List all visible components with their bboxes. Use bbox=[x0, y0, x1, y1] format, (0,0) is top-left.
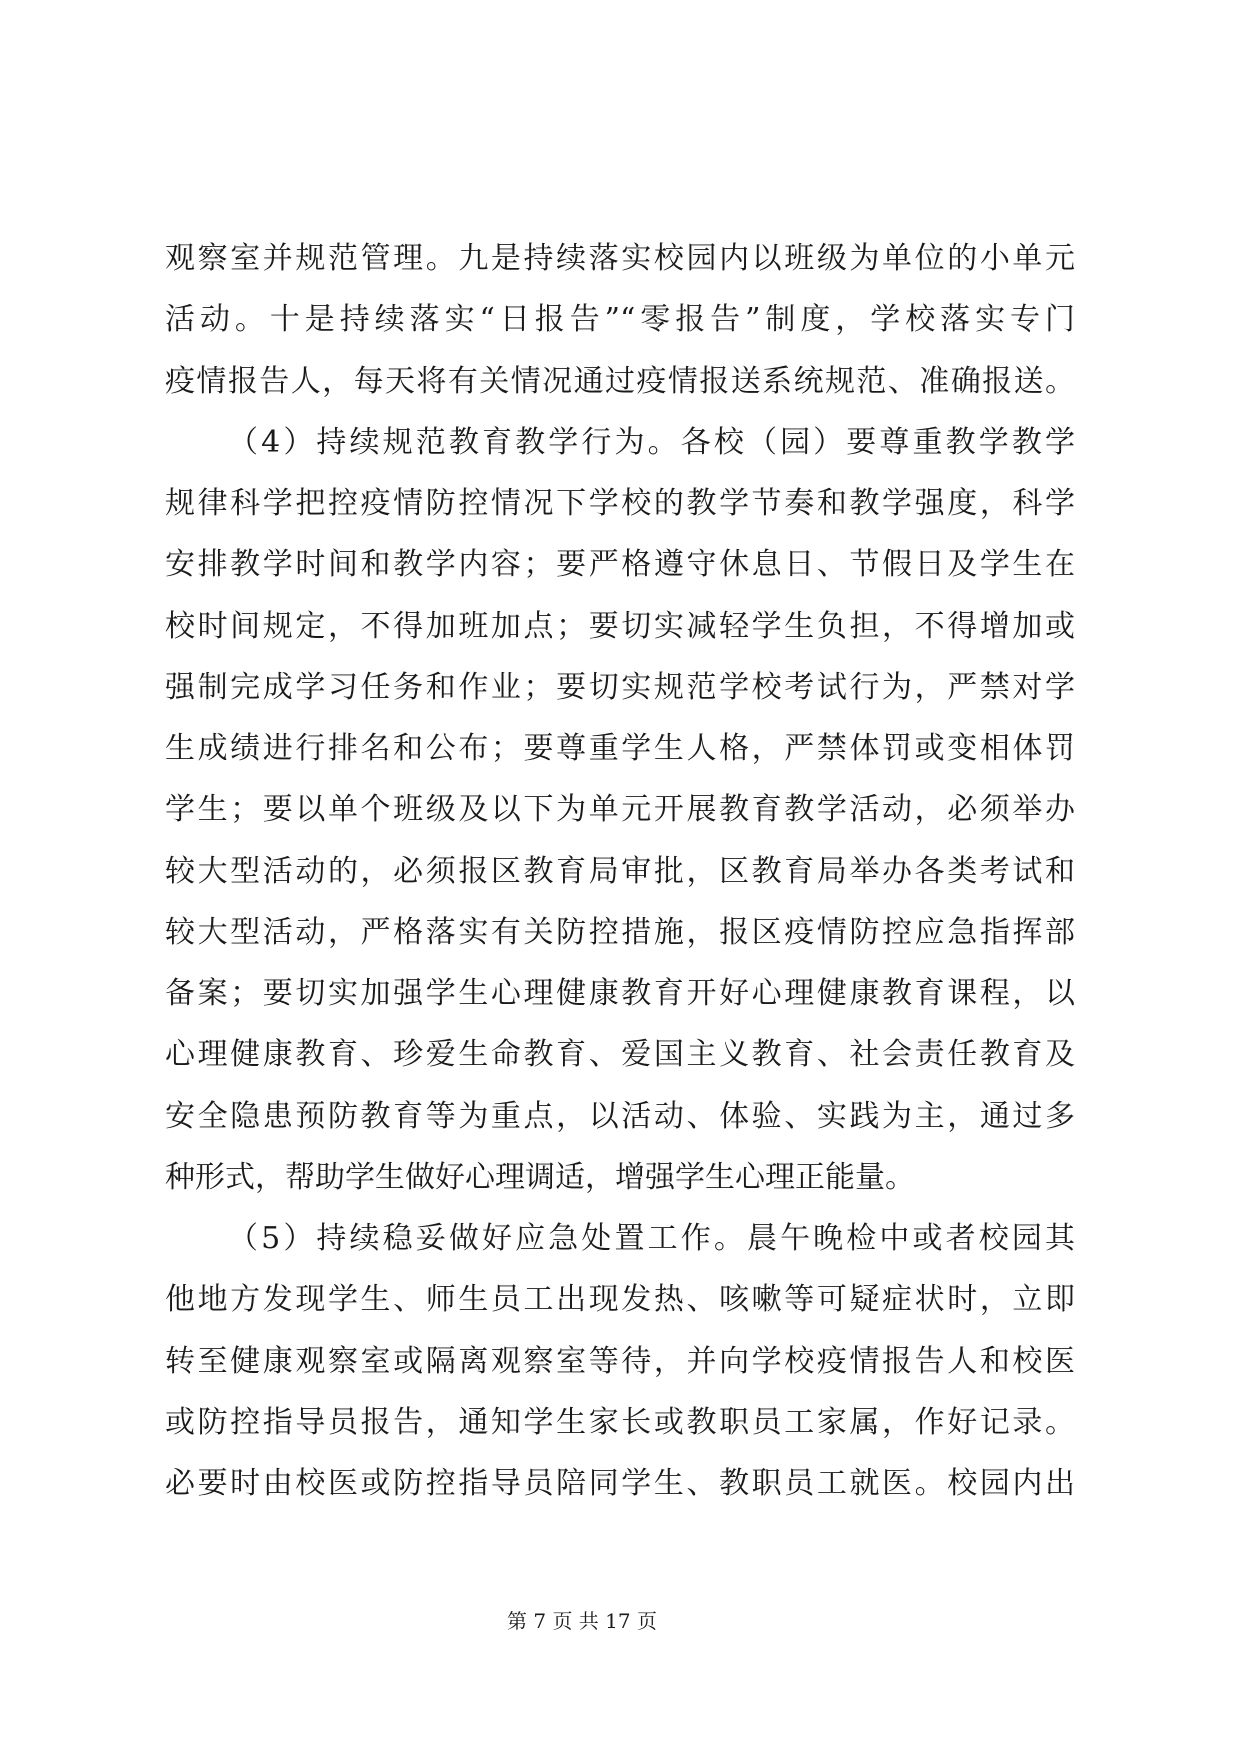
text-line: 他地方发现学生、师生员工出现发热、咳嗽等可疑症状时，立即 bbox=[165, 1282, 1075, 1318]
paragraph-end-line: 种形式，帮助学生做好心理调适，增强学生心理正能量。 bbox=[165, 1159, 915, 1195]
page-number-footer: 第 7 页 共 17 页 bbox=[507, 1609, 657, 1633]
text-line: 较大型活动的，必须报区教育局审批，区教育局举办各类考试和 bbox=[165, 853, 1075, 889]
text-line: 安全隐患预防教育等为重点，以活动、体验、实践为主，通过多 bbox=[165, 1098, 1075, 1134]
text-line: 或防控指导员报告，通知学生家长或教职员工家属，作好记录。 bbox=[165, 1404, 1075, 1440]
text-line: 较大型活动，严格落实有关防控措施，报区疫情防控应急指挥部 bbox=[165, 914, 1075, 950]
text-line: 备案；要切实加强学生心理健康教育开好心理健康教育课程，以 bbox=[165, 976, 1075, 1011]
text-line: 心理健康教育、珍爱生命教育、爱国主义教育、社会责任教育及 bbox=[165, 1037, 1075, 1073]
text-line: 安排教学时间和教学内容；要严格遵守休息日、节假日及学生在 bbox=[165, 547, 1075, 583]
paragraph-start-line: （5）持续稳妥做好应急处置工作。晨午晚检中或者校园其 bbox=[228, 1221, 1075, 1256]
paragraph-start-line: （4）持续规范教育教学行为。各校（园）要尊重教学教学 bbox=[228, 424, 1075, 460]
text-line: 活动。十是持续落实“日报告”“零报告”制度，学校落实专门 bbox=[165, 302, 1075, 338]
text-line: 生成绩进行排名和公布；要尊重学生人格，严禁体罚或变相体罚 bbox=[165, 731, 1075, 766]
text-line: 必要时由校医或防控指导员陪同学生、教职员工就医。校园内出 bbox=[165, 1466, 1075, 1501]
text-line: 观察室并规范管理。九是持续落实校园内以班级为单位的小单元 bbox=[165, 241, 1075, 276]
document-body bbox=[165, 228, 1075, 1514]
text-line: 强制完成学习任务和作业；要切实规范学校考试行为，严禁对学 bbox=[165, 669, 1075, 705]
text-line: 学生；要以单个班级及以下为单元开展教育教学活动，必须举办 bbox=[165, 792, 1075, 828]
text-line: 规律科学把控疫情防控情况下学校的教学节奏和教学强度，科学 bbox=[165, 486, 1075, 521]
text-line: 校时间规定，不得加班加点；要切实减轻学生负担，不得增加或 bbox=[165, 608, 1075, 644]
text-line: 疫情报告人，每天将有关情况通过疫情报送系统规范、准确报送。 bbox=[165, 363, 1075, 399]
text-line: 转至健康观察室或隔离观察室等待，并向学校疫情报告人和校医 bbox=[165, 1343, 1075, 1379]
